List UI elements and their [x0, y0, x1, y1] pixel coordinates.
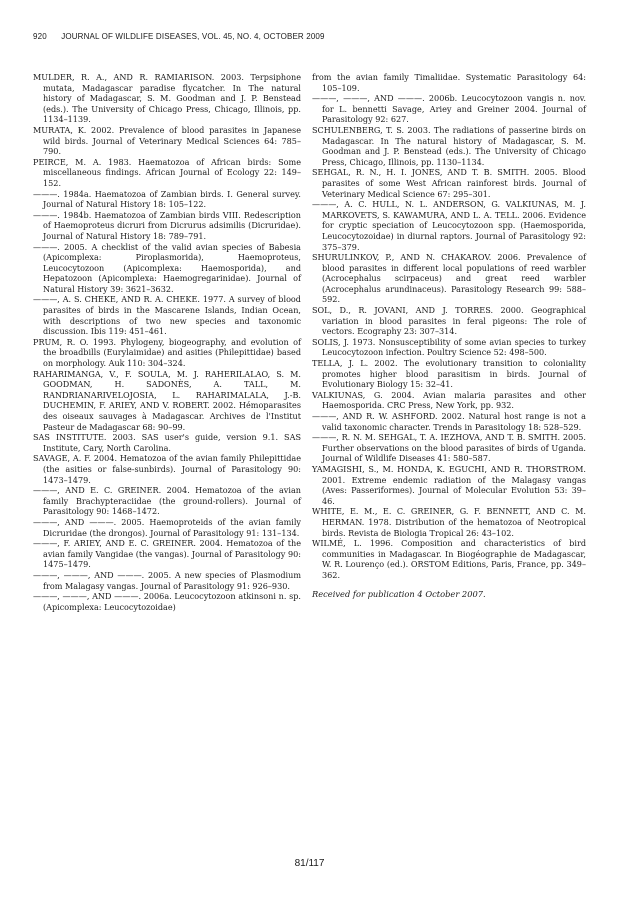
reference-entry: MULDER, R. A., AND R. RAMIARISON. 2003. Terpsiphone mutata, Madagascar paradise flycatcher. In The natural history of Madagascar, S. M. Goodman and J. P. Benstead (eds.). The University of Chicago Press, Chicago, Illinois, pp. 1134–1139.	[33, 72, 301, 125]
reference-entry: WILMÉ, L. 1996. Composition and characteristics of bird communities in Madagascar. In Biogéographie de Madagascar, W. R. Lourenço (ed.). ORSTOM Editions, Paris, France, pp. 349–362.	[312, 538, 586, 580]
reference-entry: TELLA, J. L. 2002. The evolutionary transition to coloniality promotes higher blood parasitism in birds. Journal of Evolutionary Biology 15: 32–41.	[312, 358, 586, 390]
reference-entry: ———. 1984a. Haematozoa of Zambian birds. I. General survey. Journal of Natural History 18: 105–122.	[33, 188, 301, 210]
reference-entry: SOLIS, J. 1973. Nonsusceptibility of some avian species to turkey Leucocytozoon infection. Poultry Science 52: 498–500.	[312, 336, 586, 358]
reference-entry: YAMAGISHI, S., M. HONDA, K. EGUCHI, AND R. THORSTROM. 2001. Extreme endemic radiation of the Malagasy vangas (Aves: Passeriformes). Journal of Molecular Evolution 53: 39–46.	[312, 463, 586, 506]
reference-entry: RAHARIMANGA, V., F. SOULA, M. J. RAHERILALAO, S. M. GOODMAN, H. SADONÈS, A. TALL, M. RANDRIANARIVELOJOSIA, L. RAHARIMALALA, J.-B. DUCHEMIN, F. ARIEY, AND V. ROBERT. 2002. Hémoparasites des oiseaux sauvages à Madagascar. Archives de l'Institut Pasteur de Madagascar 68: 90–99.	[33, 368, 301, 432]
references-right-column	[312, 72, 586, 607]
reference-entry: ———. 2005. A checklist of the valid avian species of Babesia (Apicomplexa: Piroplasmorida), Haemoproteus, Leucocytozoon (Apicomplexa: Haemosporida), and Hepatozoon (Apicomplexa: Haemogregarinidae). Journal of Natural History 39: 3621–3632.	[33, 241, 301, 294]
reference-entry: SEHGAL, R. N., H. I. JONES, AND T. B. SMITH. 2005. Blood parasites of some West African rainforest birds. Journal of Veterinary Medical Science 67: 295–301.	[312, 167, 586, 199]
reference-entry: WHITE, E. M., E. C. GREINER, G. F. BENNETT, AND C. M. HERMAN. 1978. Distribution of the hematozoa of Neotropical birds. Revista de Biologia Tropical 26: 43–102.	[312, 506, 586, 538]
reference-entry: ———, A. C. HULL, N. L. ANDERSON, G. VALKIUNAS, M. J. MARKOVETS, S. KAWAMURA, AND L. A. TELL. 2006. Evidence for cryptic speciation of Leucocytozoon spp. (Haemosporida, Leucocytozoidae) in diurnal raptors. Journal of Parasitology 92: 375–379.	[312, 199, 586, 252]
reference-entry: SCHULENBERG, T. S. 2003. The radiations of passerine birds on Madagascar. In The natural history of Madagascar, S. M. Goodman and J. P. Benstead (eds.). The University of Chicago Press, Chicago, Illinois, pp. 1130–1134.	[312, 124, 586, 167]
page-indicator: 81/117	[294, 858, 325, 869]
journal-title: JOURNAL OF WILDLIFE DISEASES, VOL. 45, NO. 4, OCTOBER 2009	[61, 32, 325, 41]
reference-entry: ———, ———, AND ———. 2006b. Leucocytozoon vangis n. nov. for L. bennetti Savage, Ariey and Greiner 2004. Journal of Parasitology 92: 627.	[312, 93, 586, 125]
reference-entry: SOL, D., R. JOVANI, AND J. TORRES. 2000. Geographical variation in blood parasites in feral pigeons: The role of vectors. Ecography 23: 307–314.	[312, 305, 586, 337]
reference-entry: ———, F. ARIEY, AND E. C. GREINER. 2004. Hematozoa of the avian family Vangidae (the vangas). Journal of Parasitology 90: 1475–1479.	[33, 538, 301, 570]
reference-entry: PRUM, R. O. 1993. Phylogeny, biogeography, and evolution of the broadbills (Eurylaimidae) and asities (Philepittidae) based on morphology. Auk 110: 304–324.	[33, 336, 301, 369]
reference-entry: ———, AND E. C. GREINER. 2004. Hematozoa of the avian family Brachypteraciidae (the ground-rollers). Journal of Parasitology 90: 1468–1472.	[33, 485, 301, 517]
reference-entry: ———, R. N. M. SEHGAL, T. A. IEZHOVA, AND T. B. SMITH. 2005. Further observations on the blood parasites of birds of Uganda. Journal of Wildlife Diseases 41: 580–587.	[312, 432, 586, 464]
reference-entry: from the avian family Timaliidae. Systematic Parasitology 64: 105–109.	[312, 72, 586, 93]
reference-entry: ———, AND R. W. ASHFORD. 2002. Natural host range is not a valid taxonomic character. Trends in Parasitology 18: 528–529.	[312, 411, 586, 432]
reference-entry: VALKIUNAS, G. 2004. Avian malaria parasites and other Haemosporida. CRC Press, New York, pp. 932.	[312, 389, 586, 411]
reference-entry: SAVAGE, A. F. 2004. Hematozoa of the avian family Philepittidae (the asities or false-sunbirds). Journal of Parasitology 90: 1473–1479.	[33, 453, 301, 485]
references-left-column	[33, 72, 301, 612]
received-date: Received for publication 4 October 2007.	[312, 588, 486, 599]
page-number: 920	[33, 32, 47, 41]
reference-entry: ———, ———, AND ———. 2005. A new species of Plasmodium from Malagasy vangas. Journal of Parasitology 91: 926–930.	[33, 569, 301, 591]
reference-entry: SHURULINKOV, P., AND N. CHAKAROV. 2006. Prevalence of blood parasites in different local populations of reed warbler (Acrocephalus scirpaceus) and great reed warbler (Acrocephalus arundinaceus). Parasitology Research 99: 588–592.	[312, 252, 586, 305]
reference-entry: ———. 1984b. Haematozoa of Zambian birds VIII. Redescription of Haemoproteus dicruri from Dicrurus adsimilis (Dicruridae). Journal of Natural History 18: 789–791.	[33, 209, 301, 241]
reference-entry: MURATA, K. 2002. Prevalence of blood parasites in Japanese wild birds. Journal of Veterinary Medical Sciences 64: 785–790.	[33, 124, 301, 157]
reference-entry: SAS INSTITUTE. 2003. SAS user's guide, version 9.1. SAS Institute, Cary, North Carolina.	[33, 432, 301, 453]
reference-entry: ———, AND ———. 2005. Haemoproteids of the avian family Dicruridae (the drongos). Journal of Parasitology 91: 131–134.	[33, 516, 301, 538]
reference-entry: ———, A. S. CHEKE, AND R. A. CHEKE. 1977. A survey of blood parasites of birds in the Mascarene Islands, Indian Ocean, with descriptions of two new species and taxonomic discussion. Ibis 119: 451–461.	[33, 294, 301, 337]
running-header	[33, 32, 325, 41]
reference-entry: ———, ———, AND ———. 2006a. Leucocytozoon atkinsoni n. sp. (Apicomplexa: Leucocytozoidae)	[33, 591, 301, 612]
reference-entry: PEIRCE, M. A. 1983. Haematozoa of African birds: Some miscellaneous findings. African Journal of Ecology 22: 149–152.	[33, 156, 301, 188]
